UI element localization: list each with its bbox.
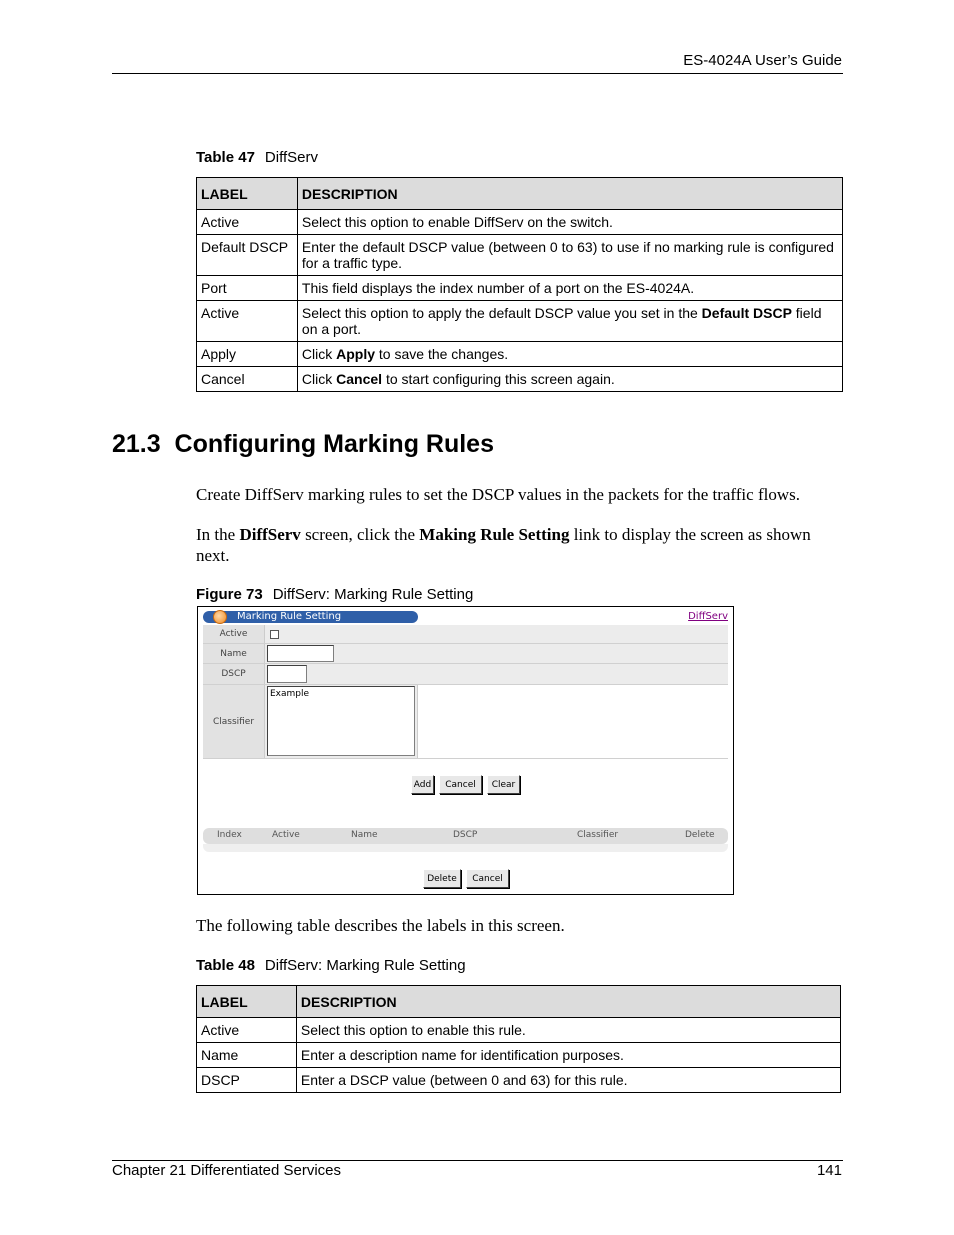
active-label: Active: [203, 625, 265, 643]
footer-rule: [112, 1160, 843, 1161]
classifier-spacer: [417, 685, 728, 758]
table48: [196, 985, 841, 1093]
name-input[interactable]: [267, 645, 334, 662]
header-rule: [112, 73, 843, 74]
desc-text: to save the changes.: [375, 346, 509, 362]
table-row: [197, 276, 843, 301]
classifier-option[interactable]: Example: [270, 689, 310, 699]
row-label: Name: [197, 1043, 297, 1068]
running-header: ES-4024A User’s Guide: [683, 52, 842, 69]
table48-caption: [196, 957, 466, 974]
row-description: [297, 301, 842, 342]
row-description: Enter the default DSCP value (between 0 to 63) to use if no marking rule is configured for a traffic type.: [297, 235, 842, 276]
table48-title: DiffServ: Marking Rule Setting: [264, 957, 466, 974]
row-label: DSCP: [197, 1068, 297, 1093]
desc-bold: Default DSCP: [701, 305, 792, 321]
footer-chapter: Chapter 21 Differentiated Services: [112, 1162, 342, 1179]
classifier-label: Classifier: [203, 685, 265, 758]
row-description: Select this option to enable this rule.: [296, 1018, 840, 1043]
clear-button[interactable]: Clear: [487, 775, 520, 794]
figure-caption: [196, 586, 473, 603]
table47-caption: [196, 149, 318, 166]
row-description: Select this option to enable DiffServ on the switch.: [297, 210, 842, 235]
dscp-row: [203, 664, 728, 685]
table48-header-row: [197, 986, 841, 1018]
table48-number: Table 48: [196, 957, 255, 974]
classifier-row: [203, 685, 728, 759]
delete-button[interactable]: Delete: [423, 869, 461, 888]
instruction-paragraph: [196, 524, 836, 566]
col-name: Name: [351, 830, 378, 840]
list-cancel-button[interactable]: Cancel: [466, 869, 509, 888]
page-number: 141: [816, 1162, 842, 1179]
desc-text: Click: [301, 346, 337, 362]
col-dscp: DSCP: [453, 830, 478, 840]
row-label: Active: [197, 301, 298, 342]
row-label: Apply: [197, 342, 298, 367]
add-button[interactable]: Add: [411, 775, 434, 794]
intro-paragraph: Create DiffServ marking rules to set the DSCP values in the packets for the traffic flows.: [196, 485, 800, 504]
table-row: [197, 342, 843, 367]
table47-number: Table 47: [196, 149, 255, 166]
name-row: [203, 644, 728, 664]
cancel-button[interactable]: Cancel: [439, 775, 482, 794]
tab-orb-icon: [213, 610, 227, 624]
row-label: Active: [197, 210, 298, 235]
dscp-input[interactable]: [267, 665, 307, 683]
desc-text: to start configuring this screen again.: [382, 371, 615, 387]
marking-rule-screenshot: [197, 606, 734, 895]
table-row: [197, 1043, 841, 1068]
table-row: [197, 1018, 841, 1043]
following-table-paragraph: The following table describes the labels in this screen.: [196, 916, 565, 935]
para-bold: DiffServ: [239, 525, 301, 544]
desc-bold: Apply: [336, 346, 376, 362]
name-label: Name: [203, 644, 265, 663]
table48-col-label: LABEL: [197, 986, 297, 1018]
figure-number: Figure 73: [196, 586, 263, 603]
desc-text: Select this option to apply the default DSCP value you set in the: [301, 305, 702, 321]
table-row: [197, 367, 843, 392]
row-description: Enter a description name for identification purposes.: [296, 1043, 840, 1068]
section-heading: 21.3 Configuring Marking Rules: [112, 430, 494, 458]
row-description: Enter a DSCP value (between 0 and 63) for this rule.: [296, 1068, 840, 1093]
classifier-list[interactable]: [267, 686, 415, 756]
desc-text: Click: [301, 371, 337, 387]
figure-title: DiffServ: Marking Rule Setting: [272, 586, 474, 603]
dscp-label: DSCP: [203, 664, 265, 684]
para-bold: Making Rule Setting: [419, 525, 570, 544]
row-label: Active: [197, 1018, 297, 1043]
table-row: [197, 210, 843, 235]
row-description: [297, 367, 842, 392]
rules-list-header: [203, 828, 728, 844]
row-description: This field displays the index number of a port on the ES-4024A.: [297, 276, 842, 301]
table47-header-row: [197, 178, 843, 210]
col-active: Active: [272, 830, 300, 840]
table47-title: DiffServ: [264, 149, 318, 166]
row-label: Default DSCP: [197, 235, 298, 276]
row-label: Cancel: [197, 367, 298, 392]
diffserv-link[interactable]: DiffServ: [688, 611, 728, 622]
row-label: Port: [197, 276, 298, 301]
desc-text: field on a port.: [301, 305, 822, 337]
para-text: screen, click the: [300, 525, 420, 544]
table48-col-description: DESCRIPTION: [296, 986, 840, 1018]
table47-col-description: DESCRIPTION: [297, 178, 842, 210]
screen-title: Marking Rule Setting: [237, 611, 342, 622]
table-row: [197, 301, 843, 342]
para-text: link to display the screen as shown next.: [196, 525, 811, 565]
table-row: [197, 1068, 841, 1093]
desc-bold: Cancel: [336, 371, 383, 387]
row-description: [297, 342, 842, 367]
table-row: [197, 235, 843, 276]
table47: [196, 177, 843, 392]
rules-list-body: [203, 844, 728, 852]
para-text: In the: [196, 525, 240, 544]
active-row: [203, 625, 728, 644]
col-classifier: Classifier: [577, 830, 619, 840]
active-checkbox[interactable]: [270, 630, 279, 639]
table47-col-label: LABEL: [197, 178, 298, 210]
col-delete: Delete: [685, 830, 715, 840]
col-index: Index: [217, 830, 242, 840]
